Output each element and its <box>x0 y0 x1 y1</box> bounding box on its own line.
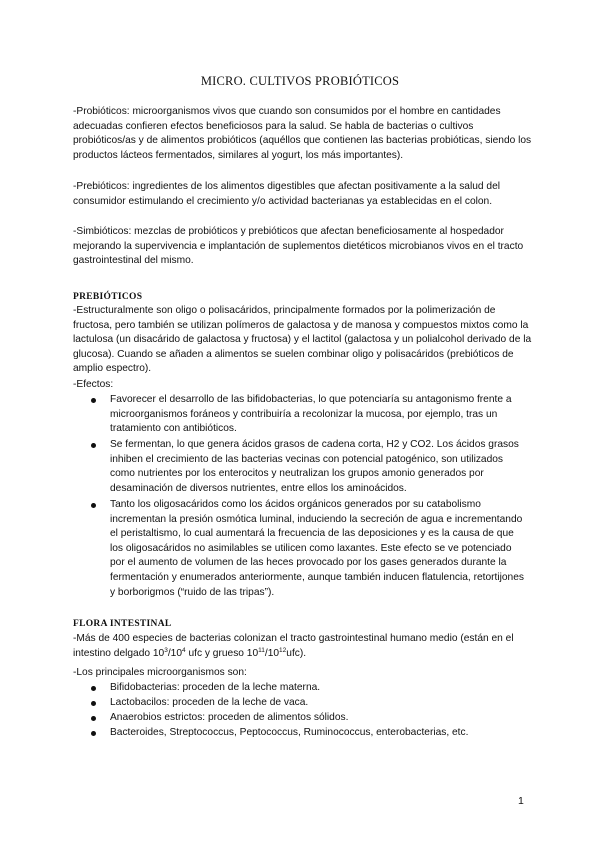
list-item-text: Anaerobios estrictos: proceden de alimentos sólidos. <box>110 712 349 723</box>
list-item-text: Tanto los oligosacáridos como los ácidos orgánicos generados por su catabolismo incrementan la presión osmótica luminal, induciendo la secreción de agua e incrementando el peristaltismo, lo cual aumentará la frecuencia de las deposiciones y es la causa de que los oligosacáridos no asimilables se utilicen como laxantes. Este efecto se ve potenciado por el aumento de volumen de las heces provocado por los gases generados durante la fermentación y enumerados anteriormente, aunque también inducen flatulencia, retortijones y borborigmos (“ruido de las tripas”). <box>110 499 524 598</box>
bullet-icon <box>91 686 96 691</box>
flora-paragraph: -Más de 400 especies de bacterias colonizan el tracto gastrointestinal humano medio (están en el intestino delgado $10^3/10^4$ ufc y grueso $10^{11}/10^{12}ufc$). <box>73 633 514 659</box>
prebioticos-paragraph: -Estructuralmente son oligo o polisacáridos, principalmente formados por la polimerización de fructosa, pero también se utilizan polímeros de galactosa y de manosa y compuestos mixtos como la lactulosa (un disacárido de galactosa y fructosa) y el lactitol (galactosa y un polialcohol derivado de la glucosa). Cuando se añaden a alimentos se suelen combinar oligo y polisacáridos (prebióticos de amplio espectro). <box>73 305 532 375</box>
page-title: MICRO. CULTIVOS PROBIÓTICOS <box>200 74 400 88</box>
flora-intro-list: -Los principales microorganismos son: <box>73 667 247 678</box>
bullet-icon <box>91 701 96 706</box>
list-item <box>110 681 526 696</box>
bullet-icon <box>91 503 96 508</box>
list-item <box>110 696 526 711</box>
section-heading-flora: FLORA INTESTINAL <box>73 619 172 629</box>
intro-simbioticos: -Simbióticos: mezclas de probióticos y prebióticos que afectan beneficiosamente al hospedador mejorando la supervivencia e implantación de suplementos dietéticos microbianos vivos en el tracto gastrointestinal del mismo. <box>73 226 524 267</box>
list-item-text: Bifidobacterias: proceden de la leche materna. <box>110 682 321 693</box>
intro-probioticos: -Probióticos: microorganismos vivos que cuando son consumidos por el hombre en cantidades adecuadas confieren efectos beneficiosos para la salud. Se habla de bacterias o cultivos probióticos/as y de alimentos probióticos (aquéllos que contienen las bacterias probióticas, siendo los productos lácteos fermentados, similares al yogurt, los más importantes). <box>73 106 532 161</box>
list-item-text: Lactobacilos: proceden de la leche de vaca. <box>110 697 309 708</box>
list-item-text: Se fermentan, lo que genera ácidos grasos de cadena corta, H2 y CO2. Los ácidos grasos inhiben el crecimiento de las bacterias vecinas con potencial patogénico, son utilizados como nutrientes por los enterocitos y neutralizan los grupos amonio generados por desaminación de diversos nutrientes, entre ellos los aminoácidos. <box>110 439 519 494</box>
efectos-label: -Efectos: <box>73 379 114 390</box>
bullet-icon <box>91 716 96 721</box>
list-item <box>110 393 526 437</box>
list-item <box>110 726 526 741</box>
list-item-text: Favorecer el desarrollo de las bifidobacterias, lo que potenciaría su antagonismo frente a microorganismos foráneos y contribuiría a recolonizar la mucosa, por ejemplo, tras un tratamiento con antibióticos. <box>110 394 512 435</box>
list-item <box>110 498 526 600</box>
list-item-text: Bacteroides, Streptococcus, Peptococcus, Ruminococcus, enterobacterias, etc. <box>110 727 469 738</box>
list-item <box>110 711 526 726</box>
section-heading-prebioticos: PREBIÓTICOS <box>73 292 143 302</box>
bullet-icon <box>91 443 96 448</box>
intro-prebioticos: -Prebióticos: ingredientes de los alimentos digestibles que afectan positivamente a la salud del consumidor estimulando el crecimiento y/o actividad bacterianas ya establecidas en el colon. <box>73 181 500 207</box>
bullet-icon <box>91 731 96 736</box>
page-number: 1 <box>518 795 524 807</box>
bullet-icon <box>91 398 96 403</box>
list-item <box>110 438 526 496</box>
